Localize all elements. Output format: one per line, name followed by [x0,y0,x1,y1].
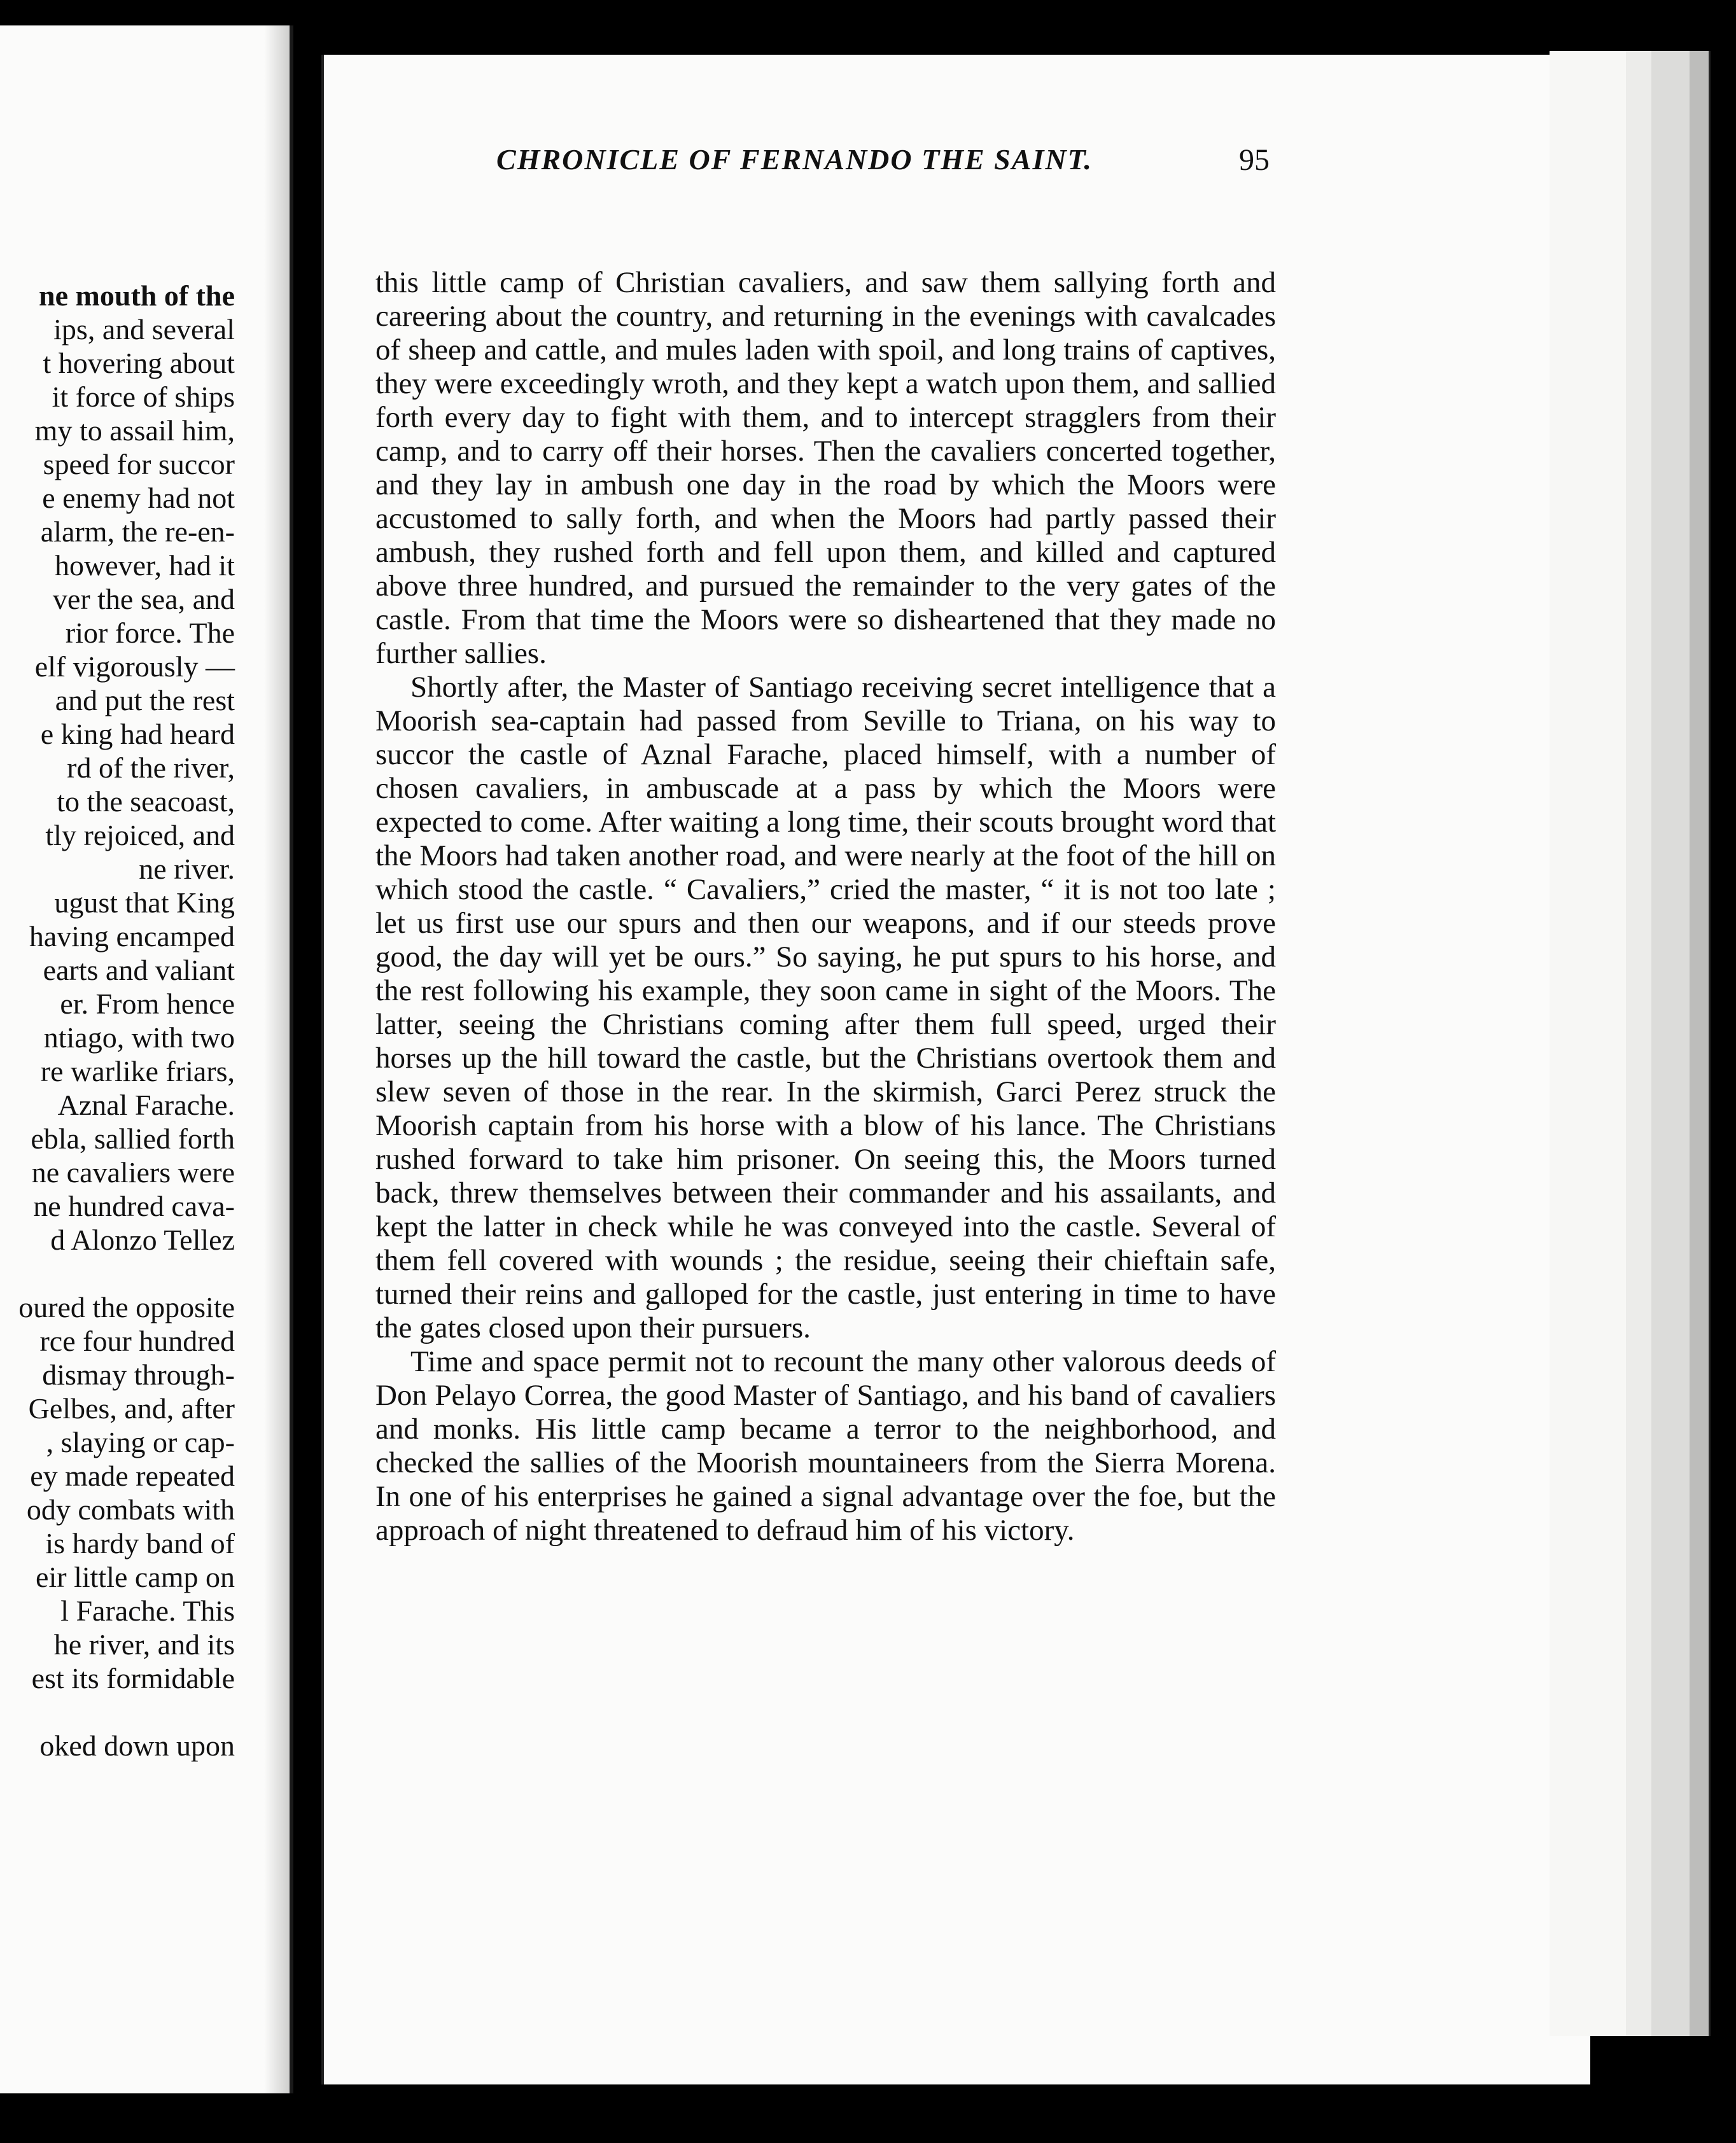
left-page-line: l Farache. This [60,1595,235,1627]
left-page-line: d Alonzo Tellez [50,1224,235,1256]
left-page-line: rior force. The [65,617,235,649]
page-edge [1626,51,1653,2036]
left-page-line: ebla, sallied forth [31,1122,235,1155]
paragraph-2: Shortly after, the Master of Santiago receiving secret intelligence that a Moorish sea-captain had passed from Seville to Triana, on his way to succor the castle of Aznal Farache, placed himself, with a number of chosen cavaliers, in ambuscade at a pass by which the Moors were expected to come. After waiting a long time, their scouts brought word that the Moors had taken another road, and were nearly at the foot of the hill on which stood the castle. “ Cavaliers,” cried the master, “ it is not too late ; let us first use our spurs and then our weapons, and if our steeds prove good, the day will yet be ours.” So saying, he put spurs to his horse, and the rest following his example, they soon came in sight of the Moors. The latter, seeing the Christians coming after them full speed, urged their horses up the hill toward the castle, but the Christians overtook them and slew seven of those in the rear. In the skirmish, Garci Perez struck the Moorish captain from his horse with a blow of his lance. The Christians rushed forward to take him prisoner. On seeing this, the Moors turned back, threw themselves between their commander and his assailants, and kept the latter in check while he was conveyed into the castle. Several of them fell covered with wounds ; the residue, seeing their chieftain safe, turned their reins and galloped for the castle, just entering in time to have the gates closed upon their pursuers. [375,671,1276,1344]
left-page-line: ey made repeated [30,1460,235,1492]
body-text [375,266,1276,1547]
page-edge [1550,51,1628,2036]
left-page-line: rce four hundred [39,1325,235,1357]
left-page-line: ne hundred cava- [33,1190,235,1222]
left-page-line: ne river. [139,853,235,885]
page-edge [1690,51,1711,2036]
paragraph-3: Time and space permit not to recount the many other valorous deeds of Don Pelayo Correa, the good Master of Santiago, and his band of cavaliers and monks. His little camp became a terror to the neighborhood, and checked the sallies of the Moorish mountaineers from the Sierra Morena. In one of his enterprises he gained a signal advantage over the foe, but the approach of night threatened to defraud him of his victory. [375,1345,1276,1547]
page-header [169,143,1279,187]
left-page-line: my to assail him, [34,414,235,447]
paragraph-1: this little camp of Christian cavaliers, and saw them sallying forth and careering about the country, and returning in the evenings with cavalcades of sheep and cattle, and mules laden with spoil, and long trains of captives, they were exceedingly wroth, and they kept a watch upon them, and sallied forth every day to fight with them, and to intercept stragglers from their camp, and to carry off their horses. Then the cavaliers concerted together, and they lay in ambush one day in the road by which the Moors were accustomed to sally forth, and when the Moors had partly passed their ambush, they rushed forth and fell upon them, and killed and captured above three hundred, and pursued the remainder to the very gates of the castle. From that time the Moors were so disheartened that they made no further sallies. [375,266,1276,670]
left-page-line: oured the opposite [18,1291,235,1323]
left-page-line: re warlike friars, [40,1055,235,1087]
gutter-shadow [264,25,290,2093]
left-page-line: ntiago, with two [43,1021,235,1054]
left-page-line: ugust that King [54,886,235,919]
left-page-line: tly rejoiced, and [45,819,235,851]
left-page-line: Gelbes, and, after [28,1392,235,1425]
left-page-line: rd of the river, [67,751,235,784]
left-page-line: est its formidable [31,1662,235,1694]
page-edge [1651,51,1691,2036]
running-head: CHRONICLE OF FERNANDO THE SAINT. [496,143,1093,176]
left-page-line: and put the rest [55,684,235,716]
left-page-line: however, had it [54,549,235,582]
left-page-line: eir little camp on [36,1561,235,1593]
left-page-line: ne mouth of the [39,279,235,312]
left-page-line: alarm, the re-en- [40,515,235,548]
left-page-line: elf vigorously — [34,650,235,683]
left-page-line: t hovering about [43,347,235,379]
left-page-line: ips, and several [53,313,235,346]
left-page-line: Aznal Farache. [57,1089,235,1121]
left-page-line: e enemy had not [42,482,235,514]
left-page-line: er. From hence [60,988,235,1020]
left-page-line: to the seacoast, [57,785,235,818]
left-page-line: e king had heard [40,718,235,750]
left-page-line: ver the sea, and [52,583,235,615]
page-number: 95 [1239,143,1270,177]
left-page-line: , slaying or cap- [46,1426,235,1458]
left-page-line: ody combats with [26,1493,235,1526]
left-page-line: oked down upon [39,1729,235,1762]
page-edges [1550,51,1715,2036]
left-page-line: ne cavaliers were [31,1156,235,1189]
left-page-line: dismay through- [42,1358,235,1391]
left-page-line: having encamped [29,920,235,953]
left-page-fragment [0,25,293,2093]
left-page-line: speed for succor [43,448,235,480]
left-page-line: earts and valiant [43,954,235,986]
left-page-line: he river, and its [53,1628,235,1661]
left-page-line: it force of ships [52,380,235,413]
left-page-line: is hardy band of [45,1527,235,1560]
